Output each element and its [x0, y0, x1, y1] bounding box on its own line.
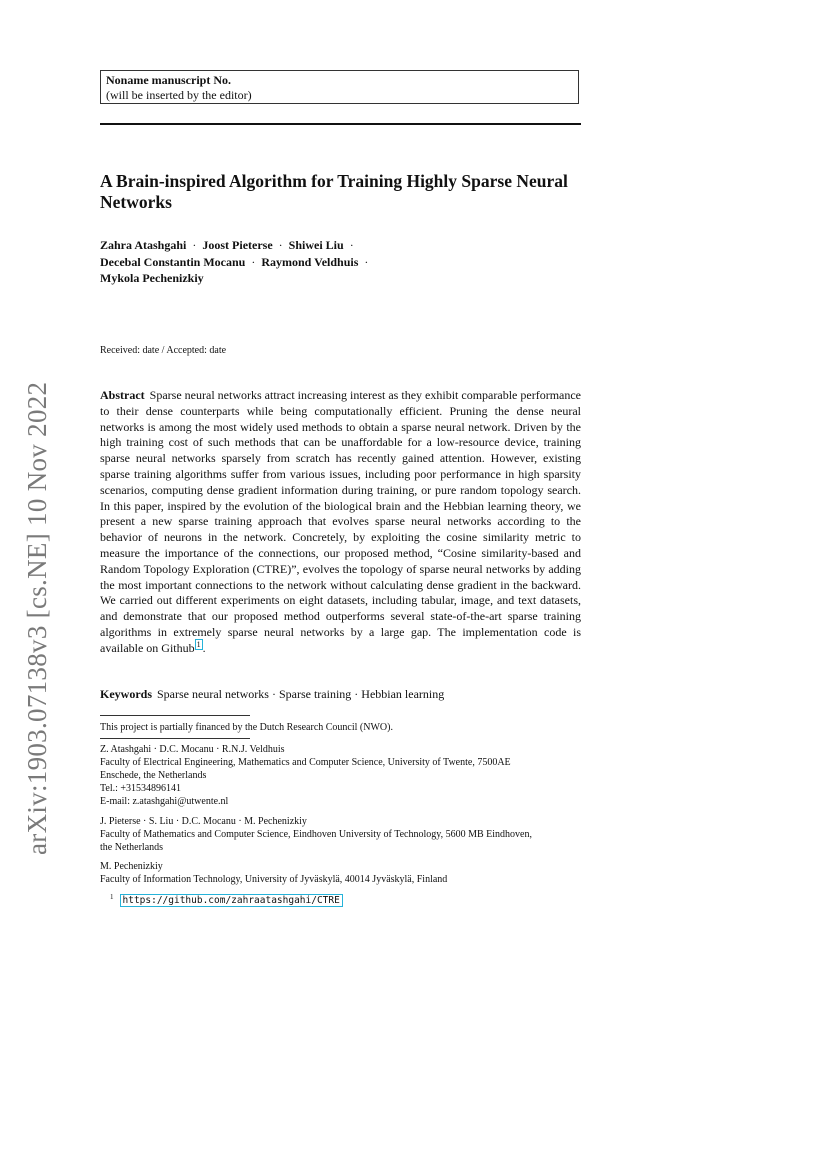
author: Shiwei Liu	[288, 238, 344, 252]
keywords-label: Keywords	[100, 687, 152, 701]
affiliation-email: E-mail: z.atashgahi@utwente.nl	[100, 796, 229, 807]
author-separator: ·	[364, 254, 369, 269]
affiliation	[100, 743, 585, 808]
author-separator: ·	[349, 238, 354, 252]
author: Zahra Atashgahi	[100, 238, 187, 252]
editor-box	[100, 70, 579, 104]
affiliation-line: Tel.: +31534896141	[100, 783, 182, 794]
footnote-rule	[100, 715, 250, 716]
author-separator: ·	[278, 238, 283, 252]
affiliation-names: J. Pieterse · S. Liu · D.C. Mocanu · M. Pechenizkiy	[100, 816, 307, 827]
footnote-number: 1	[110, 893, 114, 901]
abstract-text: Sparse neural networks attract increasing interest as they exhibit comparable performance to their dense counterparts while being computationally efficient. Pruning the dense neural networks is among the most widely used methods to obtain a sparse neural network. Driven by the high training cost of such methods that can be unaffordable for a low-resource device, training sparse neural networks sparsely from scratch has recently gained attention. However, existing sparse training algorithms suffer from various issues, including poor performance in high sparsity scenarios, computing dense gradient information during training, or pure random topology search. In this paper, inspired by the evolution of the biological brain and the Hebbian learning theory, we present a new sparse training approach that evolves sparse neural networks according to the behavior of neurons in the network. Concretely, by exploiting the cosine similarity metric to measure the importance of the connections, our proposed method, “Cosine similarity-based and Random Topology Exploration (CTRE)”, evolves the topology of sparse neural networks by adding the most important connections to the network without calculating dense gradient in the backward. We carried out different experiments on eight datasets, including tabular, image, and text datasets, and demonstrate that our proposed method outperforms several state-of-the-art sparse training algorithms in extremely sparse neural networks by a large gap. The implementation code is available on Github	[100, 388, 581, 655]
abstract-end: .	[202, 640, 206, 655]
received-date: Received: date / Accepted: date	[100, 345, 227, 356]
author-list	[100, 237, 581, 287]
affiliation-line: Enschede, the Netherlands	[100, 770, 207, 781]
keywords-text: Sparse neural networks · Sparse training · Hebbian learning	[157, 687, 445, 701]
affiliation-line: Faculty of Information Technology, University of Jyväskylä, 40014 Jyväskylä, Finland	[100, 874, 448, 885]
affiliation-names: M. Pechenizkiy	[100, 861, 163, 872]
abstract-label: Abstract	[100, 388, 145, 402]
footnote-link[interactable]: 1	[196, 639, 201, 649]
author-line-1	[100, 237, 581, 254]
github-link[interactable]: https://github.com/zahraatashgahi/CTRE	[120, 894, 343, 907]
header-rule	[100, 123, 581, 125]
footnote	[110, 893, 343, 906]
funding-note: This project is partially financed by the Dutch Research Council (NWO).	[100, 722, 393, 733]
manuscript-number: Noname manuscript No.	[106, 73, 231, 87]
affiliation-line: Faculty of Mathematics and Computer Science, Eindhoven University of Technology, 5600 MB Eindhoven,	[100, 829, 532, 840]
affiliation-line: the Netherlands	[100, 842, 164, 853]
editor-note: (will be inserted by the editor)	[106, 88, 252, 102]
keywords	[100, 687, 444, 702]
affiliation	[100, 815, 585, 854]
author: Joost Pieterse	[202, 238, 273, 252]
author-line-2	[100, 254, 581, 271]
abstract	[100, 388, 581, 657]
paper-title: A Brain-inspired Algorithm for Training Highly Sparse Neural Networks	[100, 171, 568, 212]
arxiv-stamp: arXiv:1903.07138v3 [cs.NE] 10 Nov 2022	[22, 381, 52, 855]
author: Decebal Constantin Mocanu	[100, 254, 246, 269]
author-separator: ·	[251, 254, 256, 269]
affiliation	[100, 860, 585, 886]
author: Raymond Veldhuis	[261, 254, 359, 269]
author: Mykola Pechenizkiy	[100, 271, 204, 285]
affiliation-names: Z. Atashgahi · D.C. Mocanu · R.N.J. Veldhuis	[100, 744, 285, 755]
footnote-rule	[100, 738, 250, 739]
author-line-3	[100, 270, 581, 287]
author-separator: ·	[192, 238, 197, 252]
affiliation-line: Faculty of Electrical Engineering, Mathematics and Computer Science, University of Twente, 7500AE	[100, 757, 511, 768]
